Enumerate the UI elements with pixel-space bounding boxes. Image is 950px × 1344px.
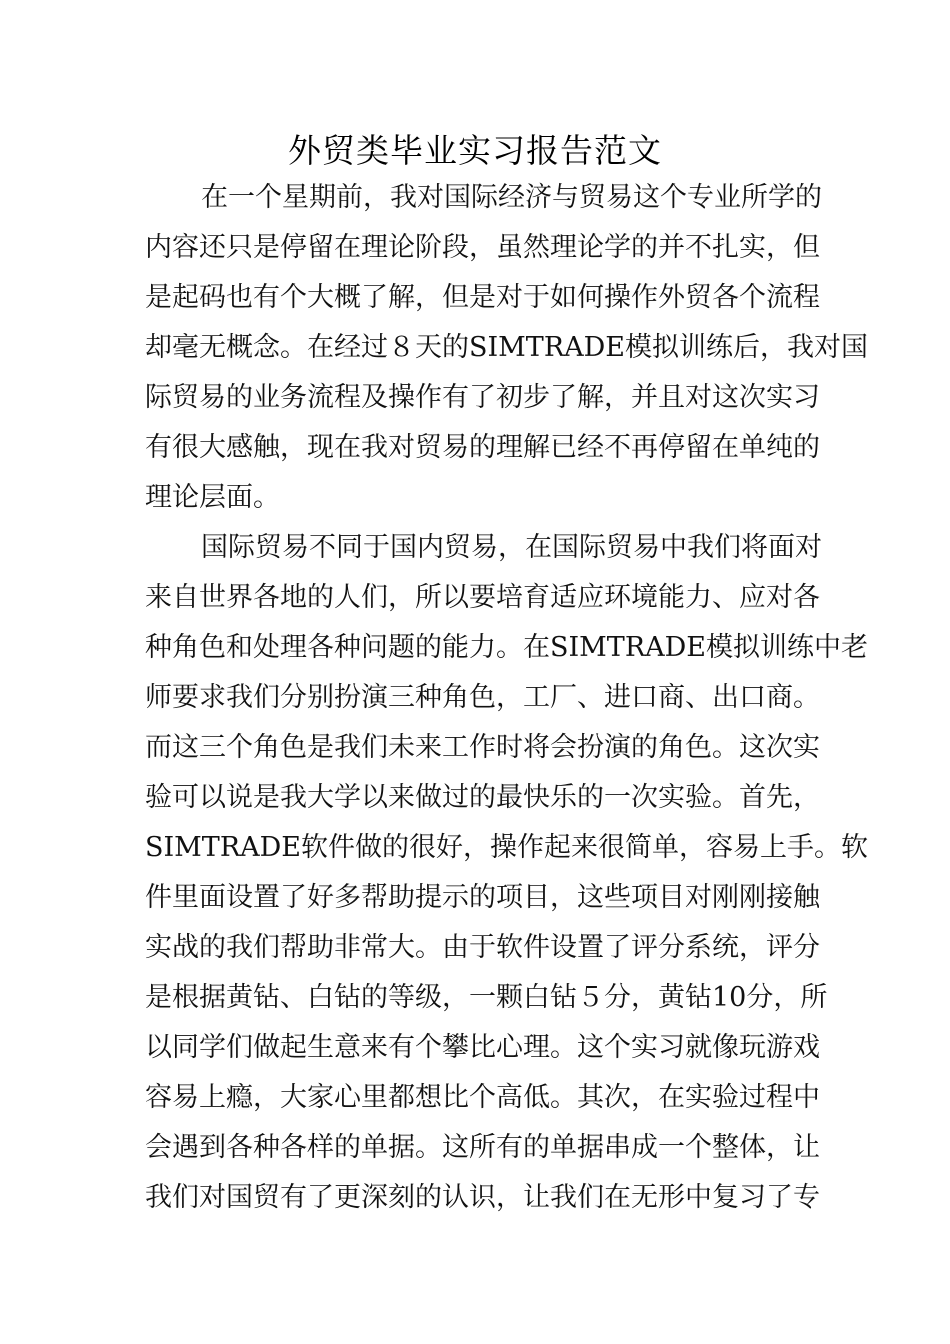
paragraph-line: 会遇到各种各样的单据。这所有的单据串成一个整体，让	[145, 1132, 820, 1163]
paragraph-line: 而这三个角色是我们未来工作时将会扮演的角色。这次实	[145, 732, 820, 763]
paragraph-line: 国际贸易不同于国内贸易，在国际贸易中我们将面对	[201, 532, 822, 563]
paragraph-line: 来自世界各地的人们，所以要培育适应环境能力、应对各	[145, 582, 820, 613]
paragraph-line: 有很大感触，现在我对贸易的理解已经不再停留在单纯的	[145, 432, 820, 463]
paragraph-line: 际贸易的业务流程及操作有了初步了解，并且对这次实习	[145, 382, 820, 413]
paragraph-line: 师要求我们分别扮演三种角色，工厂、进口商、出口商。	[145, 682, 820, 713]
document-title: 外贸类毕业实习报告范文	[288, 131, 662, 170]
paragraph-line: 是起码也有个大概了解，但是对于如何操作外贸各个流程	[145, 282, 820, 313]
paragraph-line: 实战的我们帮助非常大。由于软件设置了评分系统，评分	[145, 932, 820, 963]
paragraph-line: 验可以说是我大学以来做过的最快乐的一次实验。首先，	[145, 782, 820, 813]
paragraph-line: 理论层面。	[145, 482, 280, 513]
paragraph-line: 容易上瘾，大家心里都想比个高低。其次，在实验过程中	[145, 1082, 820, 1113]
paragraph-line: 件里面设置了好多帮助提示的项目，这些项目对刚刚接触	[145, 882, 820, 913]
paragraph-line: 我们对国贸有了更深刻的认识，让我们在无形中复习了专	[145, 1182, 820, 1213]
paragraph-line: 内容还只是停留在理论阶段，虽然理论学的并不扎实，但	[145, 232, 820, 263]
paragraph-line: 种角色和处理各种问题的能力。在SIMTRADE模拟训练中老	[145, 632, 869, 663]
paragraph-line: 是根据黄钻、白钻的等级，一颗白钻５分，黄钻10分，所	[145, 982, 828, 1013]
paragraph-line: 在一个星期前，我对国际经济与贸易这个专业所学的	[201, 182, 822, 213]
paragraph-line: SIMTRADE软件做的很好，操作起来很简单，容易上手。软	[145, 832, 869, 863]
paragraph-line: 却毫无概念。在经过８天的SIMTRADE模拟训练后，我对国	[145, 332, 869, 363]
paragraph-line: 以同学们做起生意来有个攀比心理。这个实习就像玩游戏	[145, 1032, 820, 1063]
